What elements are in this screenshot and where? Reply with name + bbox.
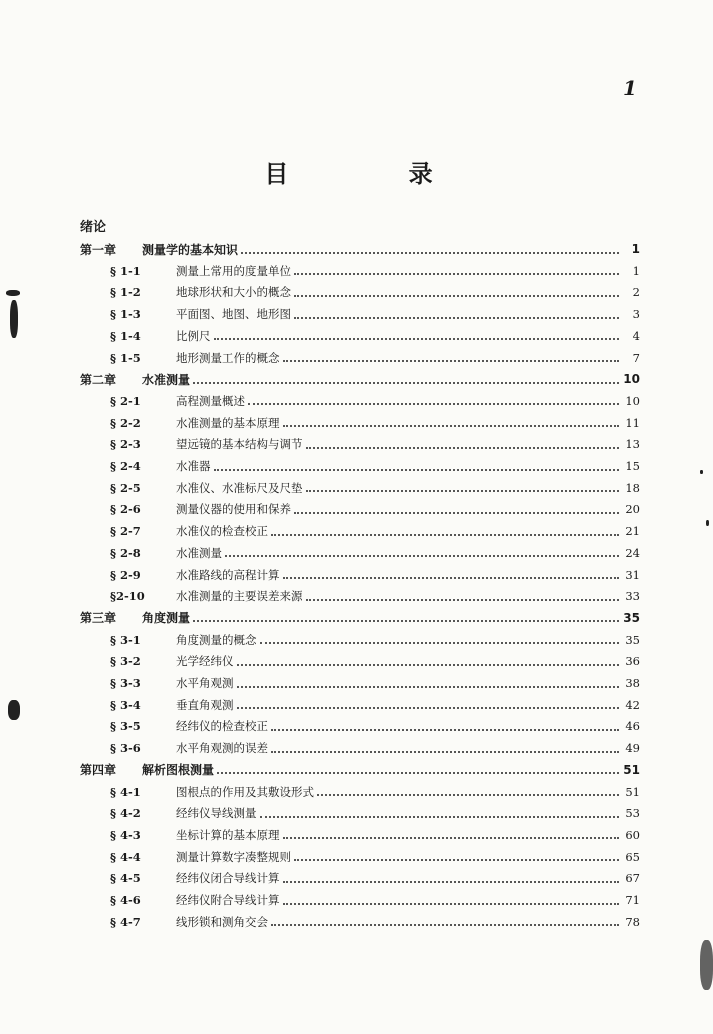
toc-entry-number: § 1-5 — [110, 350, 141, 365]
toc-entry-number: 第三章 — [80, 611, 117, 626]
dot-leader — [294, 316, 619, 319]
dot-leader — [306, 598, 620, 601]
toc-entry-page: 4 — [632, 328, 640, 343]
toc-section-row — [80, 650, 640, 672]
dot-leader — [237, 685, 620, 688]
toc-entry-label: 水准仪、水准标尺及尺垫 — [176, 480, 303, 495]
toc-section-row — [80, 672, 640, 694]
dot-leader — [294, 272, 619, 275]
toc-entry-number: § 1-4 — [110, 328, 141, 343]
dot-leader — [237, 706, 620, 709]
toc-entry-label: 水准测量 — [142, 372, 191, 387]
dot-leader — [283, 424, 620, 427]
toc-entry-label: 测量上常用的度量单位 — [176, 263, 291, 278]
dot-leader — [283, 836, 620, 839]
toc-entry-page: 67 — [625, 871, 640, 886]
dot-leader — [283, 359, 620, 362]
toc-section-row — [80, 694, 640, 716]
toc-entry-label: 测量学的基本知识 — [142, 242, 239, 257]
toc-section-row — [80, 412, 640, 434]
toc-entry-page: 42 — [625, 697, 640, 712]
dot-leader — [237, 663, 620, 666]
toc-entry-label: 测量计算数字凑整规则 — [176, 849, 291, 864]
dot-leader — [294, 294, 619, 297]
toc-entry-page: 65 — [625, 849, 640, 864]
dot-leader — [217, 771, 619, 774]
toc-entry-number: § 2-2 — [110, 415, 141, 430]
toc-entry-page: 38 — [625, 676, 640, 690]
toc-entry-number: § 1-1 — [110, 263, 141, 278]
dot-leader — [214, 337, 620, 340]
toc-entry-label: 经纬仪闭合导线计算 — [176, 871, 280, 886]
toc-entry-label: 垂直角观测 — [176, 697, 234, 712]
toc-entry-label: 水平角观测的误差 — [176, 741, 268, 756]
toc-entry-page: 7 — [632, 350, 640, 365]
toc-section-row — [80, 433, 640, 455]
toc-section-row — [80, 477, 640, 499]
dot-leader — [271, 533, 619, 536]
toc-entry-page: 2 — [632, 285, 640, 300]
toc-entry-label: 坐标计算的基本原理 — [176, 827, 280, 842]
toc-entry-number: § 3-4 — [110, 697, 141, 712]
dot-leader — [283, 576, 620, 579]
toc-entry-number: § 4-4 — [110, 849, 141, 864]
toc-entry-number: § 2-7 — [110, 524, 141, 539]
toc-entry-page: 13 — [625, 437, 640, 452]
toc-section-row — [80, 455, 640, 477]
toc-entry-page: 78 — [625, 914, 640, 929]
toc-entry-page: 10 — [623, 372, 640, 387]
toc-section-row — [80, 846, 640, 868]
toc-entry-number: § 2-9 — [110, 567, 141, 582]
toc-entry-page: 31 — [625, 567, 640, 582]
toc-section-row — [80, 889, 640, 911]
scan-mark — [10, 300, 18, 338]
toc-entry-page: 1 — [631, 242, 640, 256]
toc-entry-page: 33 — [625, 589, 640, 604]
toc-entry-number: §2-10 — [110, 589, 145, 604]
scan-mark — [700, 940, 713, 990]
toc-section-row — [80, 260, 640, 282]
toc-section-row — [80, 629, 640, 651]
dot-leader — [294, 511, 619, 514]
page-number: 1 — [623, 76, 637, 100]
toc-entry-label: 经纬仪的检查校正 — [176, 719, 268, 734]
toc-entry-number: § 2-8 — [110, 545, 141, 560]
toc-entry-label: 测量仪器的使用和保养 — [176, 502, 291, 517]
toc-entry-label: 经纬仪附合导线计算 — [176, 893, 280, 907]
toc-entry-label: 水准路线的高程计算 — [176, 567, 280, 582]
toc-section-row — [80, 325, 640, 347]
scan-mark — [8, 700, 20, 720]
toc-entry-number: § 4-3 — [110, 827, 141, 842]
dot-leader — [317, 793, 619, 796]
toc-entry-page: 10 — [625, 393, 640, 408]
toc-entry-number: § 3-5 — [110, 719, 141, 734]
toc-entry-number: § 4-6 — [110, 893, 141, 907]
toc-entry-page: 71 — [625, 893, 640, 907]
dot-leader — [294, 858, 619, 861]
toc-section-row — [80, 520, 640, 542]
toc-entry-number: § 2-1 — [110, 393, 141, 408]
scan-mark — [6, 290, 20, 296]
dot-leader — [283, 880, 620, 883]
toc-intro: 绪论 — [80, 220, 107, 235]
toc-section-row — [80, 737, 640, 759]
toc-entry-page: 51 — [623, 762, 640, 777]
dot-leader — [241, 251, 619, 254]
toc-entry-page: 3 — [632, 307, 640, 322]
toc-entry-page: 11 — [625, 415, 640, 430]
toc-entry-page: 49 — [625, 741, 640, 756]
toc-entry-page: 46 — [625, 719, 640, 734]
toc-entry-label: 高程测量概述 — [176, 393, 245, 408]
toc-entry-label: 线形锁和测角交会 — [176, 914, 268, 929]
toc-entry-number: § 2-3 — [110, 437, 141, 452]
toc-entry-label: 光学经纬仪 — [176, 654, 234, 669]
toc-chapter-row — [80, 607, 640, 629]
toc-entry-label: 水准测量 — [176, 545, 222, 560]
dot-leader — [193, 619, 619, 622]
toc-entry-number: § 4-1 — [110, 784, 141, 799]
toc-entry-label: 望远镜的基本结构与调节 — [176, 437, 303, 452]
toc-section-row — [80, 281, 640, 303]
toc-entry-label: 水准测量的基本原理 — [176, 415, 280, 430]
toc-entry-number: § 2-6 — [110, 502, 141, 517]
toc-entry-label: 地球形状和大小的概念 — [176, 285, 291, 300]
toc-section-row — [80, 802, 640, 824]
dot-leader — [225, 554, 619, 557]
toc-entry-number: § 4-5 — [110, 871, 141, 886]
dot-leader — [306, 489, 620, 492]
toc-entry-page: 35 — [625, 632, 640, 647]
toc-section-row — [80, 542, 640, 564]
toc-section-row — [80, 498, 640, 520]
toc-entry-page: 15 — [625, 459, 640, 473]
toc-entry-label: 水准测量的主要误差来源 — [176, 589, 303, 604]
dot-leader — [248, 402, 619, 405]
page-title: 目 录 — [264, 160, 489, 188]
toc-entry-number: § 4-7 — [110, 914, 141, 929]
dot-leader — [271, 728, 619, 731]
toc-entry-label: 水准仪的检查校正 — [176, 524, 268, 539]
toc-section-row — [80, 824, 640, 846]
dot-leader — [260, 641, 620, 644]
toc-entry-number: 第二章 — [80, 372, 117, 387]
toc-section-row — [80, 347, 640, 369]
toc-entry-number: § 2-4 — [110, 459, 141, 473]
toc-entry-number: § 2-5 — [110, 480, 141, 495]
toc-entry-number: § 3-3 — [110, 676, 141, 690]
toc-entry-number: 第一章 — [80, 242, 117, 257]
toc-entry-number: § 3-6 — [110, 741, 141, 756]
toc-entry-page: 1 — [632, 263, 640, 278]
scan-mark — [700, 470, 703, 474]
toc-chapter-row — [80, 238, 640, 260]
toc-entry-page: 60 — [625, 827, 640, 842]
toc-entry-label: 角度测量的概念 — [176, 632, 257, 647]
toc-entry-page: 53 — [625, 806, 640, 821]
toc-entry-label: 平面图、地图、地形图 — [176, 307, 291, 322]
toc-chapter-row — [80, 368, 640, 390]
toc-entry-label: 解析图根测量 — [142, 763, 215, 778]
toc-entry-number: § 3-2 — [110, 654, 141, 669]
toc-entry-label: 地形测量工作的概念 — [176, 350, 280, 365]
toc-section-row — [80, 390, 640, 412]
dot-leader — [271, 923, 619, 926]
toc-section-row — [80, 867, 640, 889]
toc-entry-page: 21 — [625, 524, 640, 539]
toc-entry-page: 35 — [623, 610, 640, 625]
toc-section-row — [80, 585, 640, 607]
toc-section-row — [80, 564, 640, 586]
toc-entry-label: 水平角观测 — [176, 676, 234, 690]
dot-leader — [193, 381, 619, 384]
toc-entry-label: 角度测量 — [142, 611, 191, 626]
dot-leader — [271, 750, 619, 753]
toc-entry-number: § 4-2 — [110, 806, 141, 821]
toc-section-row — [80, 715, 640, 737]
toc-entry-number: § 1-3 — [110, 307, 141, 322]
toc-entry-label: 水准器 — [176, 459, 211, 473]
toc-entry-page: 36 — [625, 654, 640, 669]
toc-entry-number: § 3-1 — [110, 632, 141, 647]
toc-entry-number: § 1-2 — [110, 285, 141, 300]
toc-entry-label: 经纬仪导线测量 — [176, 806, 257, 821]
dot-leader — [260, 815, 620, 818]
toc-entry-page: 18 — [625, 480, 640, 495]
toc-section-row — [80, 781, 640, 803]
toc-entry-page: 20 — [625, 502, 640, 517]
toc-chapter-row — [80, 759, 640, 781]
dot-leader — [214, 468, 620, 471]
toc-entry-label: 比例尺 — [176, 328, 211, 343]
toc-entry-number: 第四章 — [80, 763, 117, 778]
toc-entry-page: 24 — [625, 545, 640, 560]
toc-entry-page: 51 — [625, 784, 640, 799]
dot-leader — [306, 446, 620, 449]
dot-leader — [283, 902, 620, 905]
toc-section-row — [80, 911, 640, 933]
toc-section-row — [80, 303, 640, 325]
scan-mark — [706, 520, 709, 526]
toc-entry-label: 图根点的作用及其敷设形式 — [176, 784, 314, 799]
